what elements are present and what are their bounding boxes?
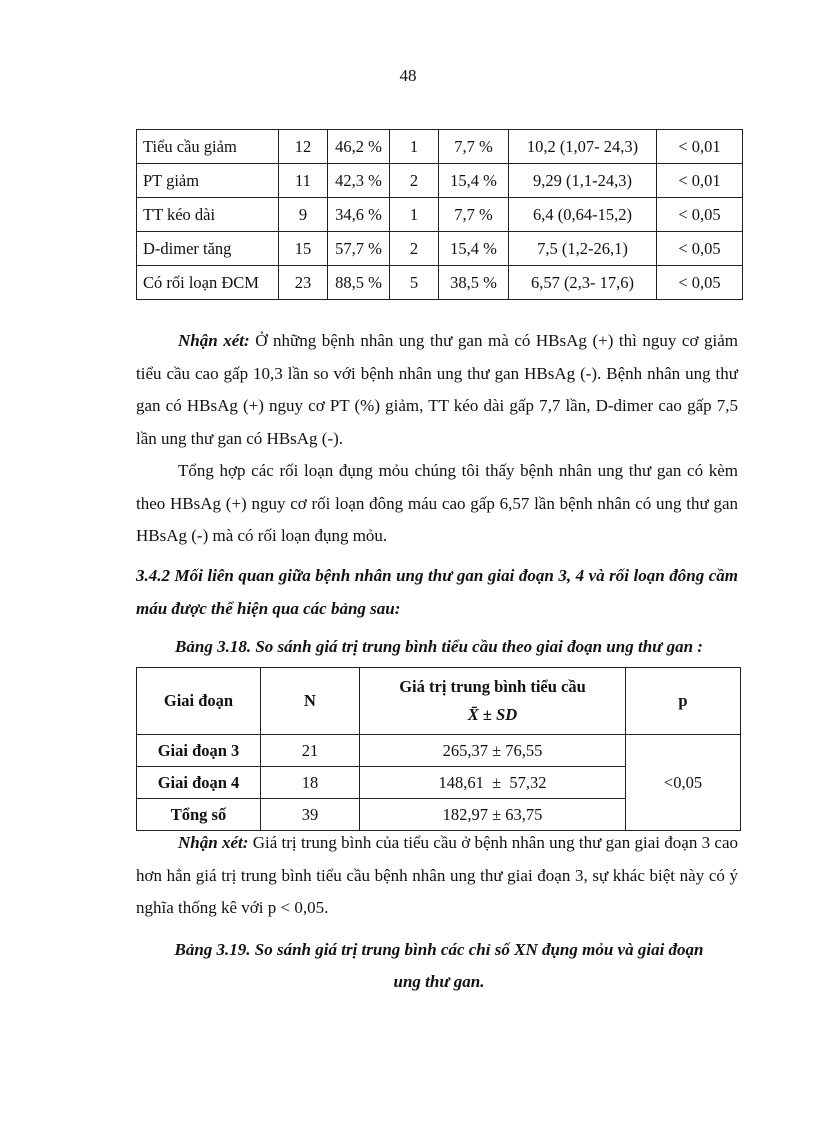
percent-cell: 46,2 % [328,130,390,164]
indicator-cell: D-dimer tăng [137,232,279,266]
mean-cell: 182,97 ± 63,75 [360,799,626,831]
n-header: N [261,668,360,735]
mean-sd-label: X̄ ± SD [467,705,518,724]
percent-cell: 7,7 % [439,130,509,164]
table-row [137,198,743,232]
count-cell: 2 [390,164,439,198]
n-cell: 18 [261,767,360,799]
p-header: p [626,668,741,735]
count-cell: 15 [279,232,328,266]
table-row [137,232,743,266]
section-heading: 3.4.2 Mối liên quan giữa bệnh nhân ung thư gan giai đoạn 3, 4 và rối loạn đông cầm máu được thể hiện qua các bảng sau: [136,566,738,618]
table-header-row [137,668,741,735]
platelet-stage-table [136,667,741,831]
count-cell: 5 [390,266,439,300]
n-cell: 39 [261,799,360,831]
caption-line-2: ung thư gan. [393,972,485,991]
stage-cell: Tổng số [137,799,261,831]
odds-ratio-cell: 9,29 (1,1-24,3) [509,164,657,198]
percent-cell: 57,7 % [328,232,390,266]
indicator-cell: TT kéo dài [137,198,279,232]
count-cell: 9 [279,198,328,232]
p-value-cell: < 0,01 [657,164,743,198]
p-value-cell: <0,05 [626,735,741,831]
comment-paragraph-2 [136,827,738,925]
count-cell: 11 [279,164,328,198]
table-row [137,164,743,198]
percent-cell: 15,4 % [439,164,509,198]
caption-line-1: Bảng 3.19. So sánh giá trị trung bình các chỉ số XN đụng mỏu và giai đoạn [174,940,704,959]
page-number: 48 [399,66,417,85]
risk-table [136,129,743,300]
table-row [137,130,743,164]
count-cell: 23 [279,266,328,300]
table-caption-3-18: Bảng 3.18. So sánh giá trị trung bình tiểu cầu theo giai đoạn ung thư gan : [175,637,703,656]
p-value-cell: < 0,01 [657,130,743,164]
stage-cell: Giai đoạn 4 [137,767,261,799]
n-cell: 21 [261,735,360,767]
percent-cell: 42,3 % [328,164,390,198]
p-value-cell: < 0,05 [657,266,743,300]
comment-label: Nhận xét: [178,833,249,852]
count-cell: 12 [279,130,328,164]
p-value-cell: < 0,05 [657,198,743,232]
stage-cell: Giai đoạn 3 [137,735,261,767]
percent-cell: 34,6 % [328,198,390,232]
odds-ratio-cell: 7,5 (1,2-26,1) [509,232,657,266]
count-cell: 2 [390,232,439,266]
comment-paragraph-1 [136,325,738,455]
percent-cell: 88,5 % [328,266,390,300]
comment-label: Nhận xét: [178,331,250,350]
odds-ratio-cell: 6,57 (2,3- 17,6) [509,266,657,300]
comment-text: Giá trị trung bình của tiểu cầu ở bệnh nhân ung thư gan giai đoạn 3 cao hơn hẳn giá trị trung bình tiểu cầu bệnh nhân ung thư giai đoạn 3, sự khác biệt này có ý nghĩa thống kê với p < 0,05. [136,833,739,917]
summary-paragraph: Tổng hợp các rối loạn đụng mỏu chúng tôi thấy bệnh nhân ung thư gan có kèm theo HBsAg (+) nguy cơ rối loạn đông máu cao gấp 6,57 lần bệnh nhân có ung thư gan HBsAg (-) mà có rối loạn đụng mỏu. [136,461,738,545]
count-cell: 1 [390,198,439,232]
percent-cell: 7,7 % [439,198,509,232]
odds-ratio-cell: 10,2 (1,07- 24,3) [509,130,657,164]
percent-cell: 38,5 % [439,266,509,300]
mean-header [360,668,626,735]
indicator-cell: Tiểu cầu giảm [137,130,279,164]
table-row [137,266,743,300]
mean-cell: 265,37 ± 76,55 [360,735,626,767]
comment-text: Ở những bệnh nhân ung thư gan mà có HBsAg (+) thì nguy cơ giảm tiểu cầu cao gấp 10,3 lần so với bệnh nhân ung thư gan HBsAg (-). Bệnh nhân ung thư gan có HBsAg (+) nguy cơ PT (%) giảm, TT kéo dài gấp 7,7 lần, D-dimer cao gấp 7,5 lần ung thư gan có HBsAg (-). [136,331,738,448]
table-caption-3-19 [136,934,742,998]
table-row [137,735,741,767]
mean-header-label: Giá trị trung bình tiểu cầu [399,677,586,696]
mean-cell: 148,61 ± 57,32 [360,767,626,799]
stage-header: Giai đoạn [137,668,261,735]
p-value-cell: < 0,05 [657,232,743,266]
percent-cell: 15,4 % [439,232,509,266]
count-cell: 1 [390,130,439,164]
indicator-cell: PT giảm [137,164,279,198]
odds-ratio-cell: 6,4 (0,64-15,2) [509,198,657,232]
indicator-cell: Có rối loạn ĐCM [137,266,279,300]
